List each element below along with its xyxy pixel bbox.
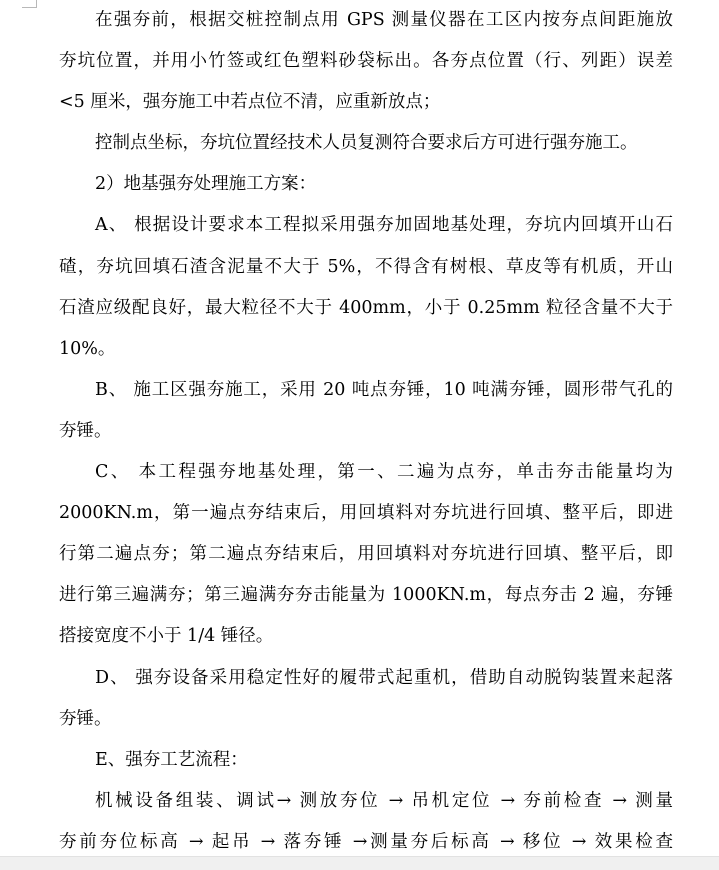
text-line: C、 本工程强夯地基处理，第一、二遍为点夯，单击夯击能量均为 — [95, 462, 673, 483]
text-line: 夯前夯位标高 → 起吊 → 落夯锤 →测量夯后标高 → 移位 → 效果检查 — [59, 831, 673, 852]
section-heading-foundation-plan — [59, 164, 673, 205]
paragraph-control-points — [59, 123, 673, 164]
text-line: 在强夯前，根据交桩控制点用 GPS 测量仪器在工区内按夯点间距施放 — [95, 10, 673, 30]
paragraph-item-c — [59, 452, 673, 657]
text-line: A、 根据设计要求本工程拟采用强夯加固地基处理，夯坑内回填开山石 — [95, 215, 673, 236]
paragraph-survey-layout — [59, 0, 673, 123]
text-line: 行第二遍点夯；第二遍点夯结束后，用回填料对夯坑进行回填、整平后，即 — [59, 544, 673, 565]
text-line: B、 施工区强夯施工，采用 20 吨点夯锤，10 吨满夯锤，圆形带气孔的 — [95, 379, 673, 400]
text-line: 搭接宽度不小于 1/4 锤径。 — [59, 626, 274, 647]
text-line: D、 强夯设备采用稳定性好的履带式起重机，借助自动脱钩装置来起落 — [95, 667, 673, 688]
paragraph-item-e — [59, 740, 673, 781]
page-corner-mark — [22, 0, 37, 8]
text-line: 2）地基强夯处理施工方案： — [95, 174, 317, 195]
text-line: 夯锤。 — [59, 708, 112, 729]
text-line: 机械设备组装、调试→ 测放夯位 → 吊机定位 → 夯前检查 → 测量 — [95, 790, 673, 811]
text-line: 10%。 — [59, 338, 116, 359]
text-line: E、强夯工艺流程： — [95, 749, 248, 770]
text-line: <5 厘米，强夯施工中若点位不清，应重新放点； — [59, 92, 441, 113]
text-line: 碴，夯坑回填石渣含泥量不大于 5%，不得含有树根、草皮等有机质，开山 — [59, 256, 673, 277]
document-body — [59, 0, 673, 863]
text-line: 石渣应级配良好，最大粒径不大于 400mm，小于 0.25mm 粒径含量不大于 — [59, 297, 673, 318]
paragraph-process-flow — [59, 781, 673, 863]
paragraph-item-b — [59, 370, 673, 452]
paragraph-item-a — [59, 205, 673, 369]
text-line: 夯坑位置，并用小竹签或红色塑料砂袋标出。各夯点位置（行、列距）误差 — [59, 51, 673, 72]
text-line: 夯锤。 — [59, 420, 112, 441]
page-bottom-strip — [0, 856, 719, 870]
text-line: 控制点坐标，夯坑位置经技术人员复测符合要求后方可进行强夯施工。 — [95, 133, 638, 154]
text-line: 进行第三遍满夯；第三遍满夯夯击能量为 1000KN.m，每点夯击 2 遍，夯锤 — [59, 585, 673, 606]
paragraph-item-d — [59, 658, 673, 740]
text-line: 2000KN.m，第一遍点夯结束后，用回填料对夯坑进行回填、整平后，即进 — [59, 503, 673, 524]
